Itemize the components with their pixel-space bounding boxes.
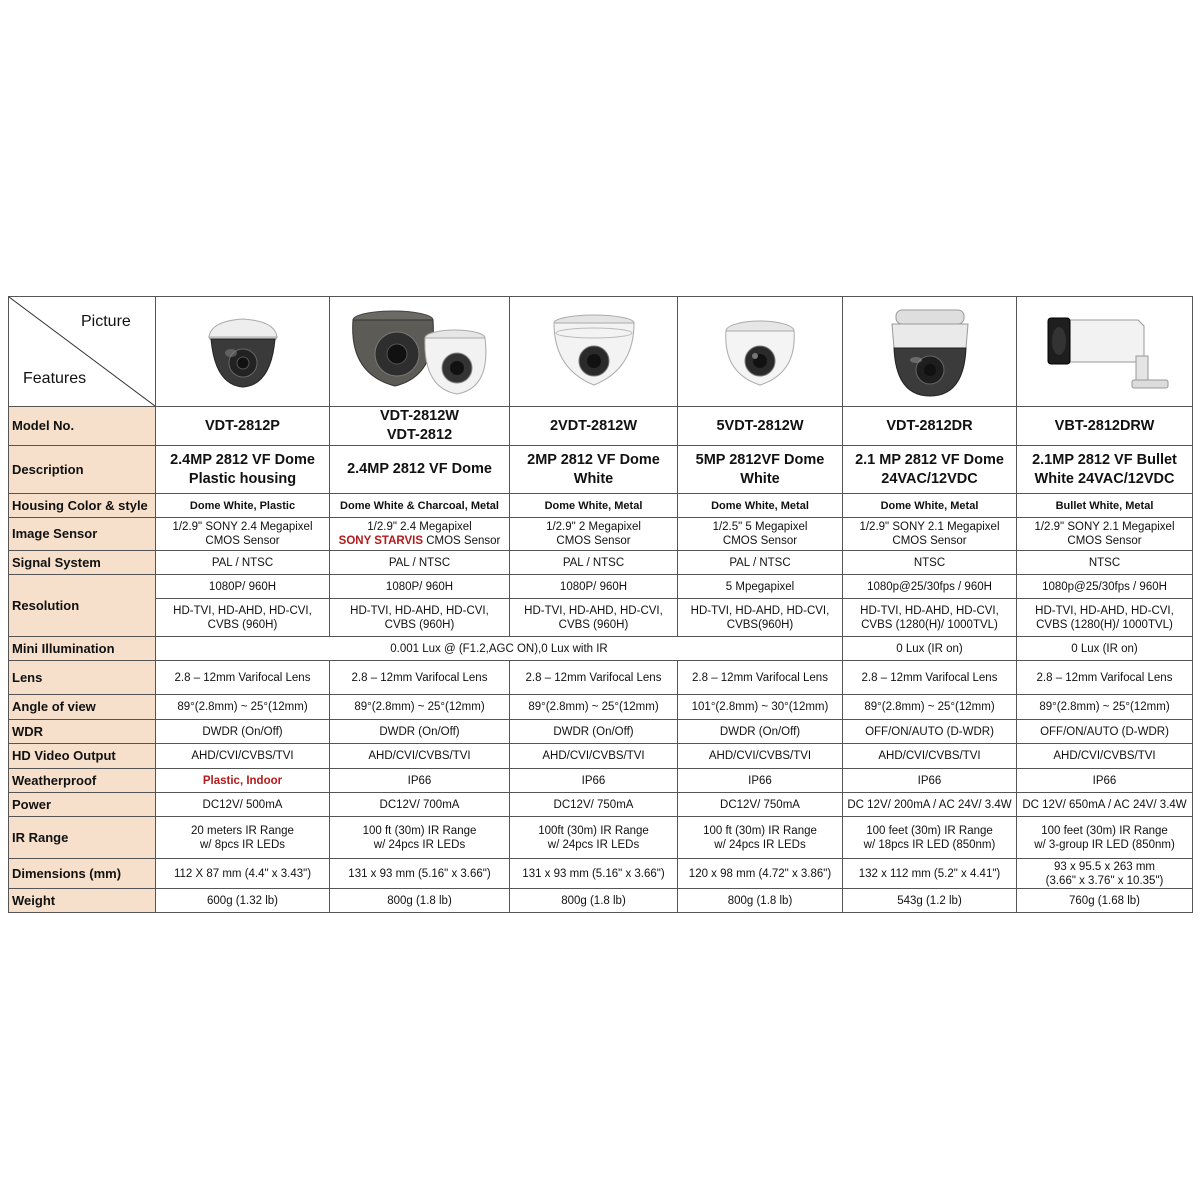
housing-cell: Dome White, Plastic <box>156 494 330 518</box>
illumination-cell: 0 Lux (IR on) <box>843 637 1017 661</box>
housing-cell: Dome White & Charcoal, Metal <box>330 494 510 518</box>
model-row <box>9 407 1193 446</box>
sensor-line: 1/2.9" 2.4 Megapixel <box>367 521 472 533</box>
row-label: IR Range <box>9 817 156 859</box>
sensor-line: CMOS Sensor <box>205 535 280 547</box>
row-label: Housing Color & style <box>9 494 156 518</box>
housing-cell: Bullet White, Metal <box>1017 494 1193 518</box>
model-name: VDT-2812W <box>380 408 459 424</box>
weatherproof-row <box>9 769 1193 793</box>
description-cell <box>330 446 510 494</box>
sensor-line: CMOS Sensor <box>722 535 798 547</box>
dimensions-row <box>9 859 1193 889</box>
output-line: HD-TVI, HD-AHD, HD-CVI, <box>173 604 312 617</box>
ir-range-cell <box>1017 817 1193 859</box>
ir-range-row <box>9 817 1193 859</box>
camera-image-cell <box>843 297 1017 407</box>
description-cell <box>843 446 1017 494</box>
row-label: Angle of view <box>9 695 156 720</box>
camera-image-cell <box>330 297 510 407</box>
vandal-dome-camera-icon <box>880 304 980 400</box>
row-label: Model No. <box>9 407 156 446</box>
housing-cell: Dome White, Metal <box>678 494 843 518</box>
resolution-output-cell <box>1017 599 1193 637</box>
dimension-line: 131 x 93 mm (5.16" x 3.66") <box>348 867 491 880</box>
signal-row <box>9 551 1193 575</box>
hd-output-cell: AHD/CVI/CVBS/TVI <box>330 744 510 769</box>
output-line: HD-TVI, HD-AHD, HD-CVI, <box>690 604 830 617</box>
wdr-cell: OFF/ON/AUTO (D-WDR) <box>843 720 1017 744</box>
sensor-line: 1/2.9" SONY 2.1 Megapixel <box>859 521 1000 533</box>
output-line: HD-TVI, HD-AHD, HD-CVI, <box>524 604 663 617</box>
hd-output-cell: AHD/CVI/CVBS/TVI <box>678 744 843 769</box>
ir-range-cell <box>843 817 1017 859</box>
resolution-cell: 1080p@25/30fps / 960H <box>843 575 1017 599</box>
ir-line: w/ 24pcs IR LEDs <box>547 838 640 851</box>
resolution-cell: 1080P/ 960H <box>330 575 510 599</box>
hd-output-cell: AHD/CVI/CVBS/TVI <box>156 744 330 769</box>
power-cell: DC 12V/ 650mA / AC 24V/ 3.4W <box>1017 793 1193 817</box>
resolution-cell: 1080P/ 960H <box>156 575 330 599</box>
weatherproof-cell-indoor: Plastic, Indoor <box>156 769 330 793</box>
angle-cell: 101°(2.8mm) ~ 30°(12mm) <box>678 695 843 720</box>
description-line: 24VAC/12VDC <box>881 470 978 487</box>
output-line: CVBS (1280(H)/ 1000TVL) <box>861 618 998 631</box>
angle-cell: 89°(2.8mm) ~ 25°(12mm) <box>843 695 1017 720</box>
row-label: Image Sensor <box>9 518 156 551</box>
dimension-line: 112 X 87 mm (4.4" x 3.43") <box>173 867 312 880</box>
weight-cell: 600g (1.32 lb) <box>156 889 330 913</box>
housing-cell: Dome White, Metal <box>510 494 678 518</box>
row-label: Weatherproof <box>9 769 156 793</box>
wdr-cell: OFF/ON/AUTO (D-WDR) <box>1017 720 1193 744</box>
lens-cell: 2.8 – 12mm Varifocal Lens <box>156 661 330 695</box>
illumination-row <box>9 637 1193 661</box>
weatherproof-cell: IP66 <box>678 769 843 793</box>
wdr-cell: DWDR (On/Off) <box>330 720 510 744</box>
dimension-line: 93 x 95.5 x 263 mm <box>1054 860 1155 873</box>
row-label: WDR <box>9 720 156 744</box>
camera-image-cell <box>510 297 678 407</box>
description-line: 2.4MP 2812 VF Dome <box>170 451 315 468</box>
weatherproof-cell: IP66 <box>843 769 1017 793</box>
weight-cell: 543g (1.2 lb) <box>843 889 1017 913</box>
description-line: 2.4MP 2812 VF Dome <box>347 461 492 477</box>
description-line: 5MP 2812VF Dome <box>695 451 825 468</box>
ir-range-cell <box>330 817 510 859</box>
wdr-cell: DWDR (On/Off) <box>156 720 330 744</box>
sensor-line: 1/2.9" SONY 2.1 Megapixel <box>1034 521 1175 533</box>
starvis-suffix: CMOS Sensor <box>423 535 501 547</box>
lens-cell: 2.8 – 12mm Varifocal Lens <box>510 661 678 695</box>
image-sensor-cell <box>843 518 1017 551</box>
ir-line: w/ 8pcs IR LEDs <box>200 838 285 851</box>
wdr-cell: DWDR (On/Off) <box>678 720 843 744</box>
white-metal-dome-camera-icon <box>715 309 805 395</box>
resolution-output-cell <box>510 599 678 637</box>
resolution-cell: 1080P/ 960H <box>510 575 678 599</box>
weatherproof-cell: IP66 <box>1017 769 1193 793</box>
ir-line: 20 meters IR Range <box>191 824 294 837</box>
features-header-label: Features <box>23 370 87 387</box>
bullet-camera-icon <box>1040 306 1170 398</box>
output-line: CVBS (960H) <box>558 618 629 631</box>
model-cell: VDT-2812DR <box>843 407 1017 446</box>
weatherproof-cell: IP66 <box>330 769 510 793</box>
signal-cell: PAL / NTSC <box>156 551 330 575</box>
hd-output-cell: AHD/CVI/CVBS/TVI <box>1017 744 1193 769</box>
dimensions-cell <box>510 859 678 889</box>
sensor-line: CMOS Sensor <box>892 535 967 547</box>
dimensions-cell <box>678 859 843 889</box>
row-label: Resolution <box>9 575 156 637</box>
lens-cell: 2.8 – 12mm Varifocal Lens <box>843 661 1017 695</box>
dimension-line: 131 x 93 mm (5.16" x 3.66") <box>522 867 665 880</box>
angle-cell: 89°(2.8mm) ~ 25°(12mm) <box>156 695 330 720</box>
model-name-alt: VDT-2812 <box>386 427 453 443</box>
image-sensor-cell <box>156 518 330 551</box>
model-cell: VBT-2812DRW <box>1017 407 1193 446</box>
description-line: White 24VAC/12VDC <box>1034 470 1175 487</box>
signal-cell: NTSC <box>1017 551 1193 575</box>
hd-output-row <box>9 744 1193 769</box>
angle-cell: 89°(2.8mm) ~ 25°(12mm) <box>1017 695 1193 720</box>
white-plastic-dome-camera-icon <box>193 307 293 397</box>
resolution-cell: 5 Mpegapixel <box>678 575 843 599</box>
illumination-cell: 0 Lux (IR on) <box>1017 637 1193 661</box>
hd-output-cell: AHD/CVI/CVBS/TVI <box>843 744 1017 769</box>
hd-output-cell: AHD/CVI/CVBS/TVI <box>510 744 678 769</box>
camera-image-cell <box>678 297 843 407</box>
output-line: CVBS (1280(H)/ 1000TVL) <box>1036 618 1173 631</box>
row-label: HD Video Output <box>9 744 156 769</box>
ir-line: w/ 3-group IR LED (850nm) <box>1034 838 1175 851</box>
dimensions-cell <box>156 859 330 889</box>
sensor-line: 1/2.9" 2 Megapixel <box>546 521 641 533</box>
row-label: Power <box>9 793 156 817</box>
image-sensor-cell <box>510 518 678 551</box>
ir-range-cell <box>156 817 330 859</box>
row-label: Signal System <box>9 551 156 575</box>
resolution-output-row <box>9 599 1193 637</box>
dimensions-cell <box>843 859 1017 889</box>
sensor-line: CMOS Sensor <box>1067 535 1142 547</box>
dimension-line: 120 x 98 mm (4.72" x 3.86") <box>688 867 832 880</box>
description-cell <box>510 446 678 494</box>
angle-row <box>9 695 1193 720</box>
dimensions-cell <box>1017 859 1193 889</box>
ir-line: 100 feet (30m) IR Range <box>1041 824 1168 837</box>
sensor-line: 1/2.9" SONY 2.4 Megapixel <box>172 521 313 533</box>
charcoal-and-white-dome-camera-icon <box>335 304 505 400</box>
signal-cell: PAL / NTSC <box>678 551 843 575</box>
description-row <box>9 446 1193 494</box>
ir-line: w/ 24pcs IR LEDs <box>714 838 806 851</box>
description-cell <box>1017 446 1193 494</box>
weight-cell: 760g (1.68 lb) <box>1017 889 1193 913</box>
model-cell: 2VDT-2812W <box>510 407 678 446</box>
dimensions-cell <box>330 859 510 889</box>
angle-cell: 89°(2.8mm) ~ 25°(12mm) <box>330 695 510 720</box>
model-cell: 5VDT-2812W <box>678 407 843 446</box>
output-line: CVBS (960H) <box>384 618 455 631</box>
row-label: Dimensions (mm) <box>9 859 156 889</box>
picture-row <box>9 297 1193 407</box>
output-line: HD-TVI, HD-AHD, HD-CVI, <box>350 604 489 617</box>
row-label: Weight <box>9 889 156 913</box>
model-cell: VDT-2812P <box>156 407 330 446</box>
starvis-highlight: SONY STARVIS <box>338 535 424 547</box>
lens-cell: 2.8 – 12mm Varifocal Lens <box>678 661 843 695</box>
power-cell: DC 12V/ 200mA / AC 24V/ 3.4W <box>843 793 1017 817</box>
resolution-cell: 1080p@25/30fps / 960H <box>1017 575 1193 599</box>
weight-cell: 800g (1.8 lb) <box>330 889 510 913</box>
row-label: Lens <box>9 661 156 695</box>
ir-line: w/ 18pcs IR LED (850nm) <box>863 838 996 851</box>
lens-cell: 2.8 – 12mm Varifocal Lens <box>330 661 510 695</box>
camera-image-cell <box>1017 297 1193 407</box>
image-sensor-cell <box>330 518 510 551</box>
resolution-output-cell <box>156 599 330 637</box>
description-line: White <box>573 470 614 487</box>
output-line: CVBS(960H) <box>726 618 794 631</box>
resolution-output-cell <box>843 599 1017 637</box>
description-line: 2.1 MP 2812 VF Dome <box>855 451 1004 468</box>
description-line: White <box>740 470 780 487</box>
output-line: CVBS (960H) <box>207 618 278 631</box>
description-line: 2.1MP 2812 VF Bullet <box>1032 451 1177 468</box>
power-cell: DC12V/ 700mA <box>330 793 510 817</box>
white-metal-dome-camera-icon <box>544 307 644 397</box>
signal-cell: NTSC <box>843 551 1017 575</box>
output-line: HD-TVI, HD-AHD, HD-CVI, <box>860 604 999 617</box>
weight-cell: 800g (1.8 lb) <box>510 889 678 913</box>
ir-line: 100 ft (30m) IR Range <box>362 824 477 837</box>
ir-line: 100ft (30m) IR Range <box>538 824 649 837</box>
power-cell: DC12V/ 750mA <box>678 793 843 817</box>
camera-spec-table <box>8 296 1193 913</box>
weatherproof-cell: IP66 <box>510 769 678 793</box>
ir-range-cell <box>678 817 843 859</box>
image-sensor-cell <box>678 518 843 551</box>
sensor-line: CMOS Sensor <box>556 535 631 547</box>
housing-row <box>9 494 1193 518</box>
image-sensor-cell <box>1017 518 1193 551</box>
housing-cell: Dome White, Metal <box>843 494 1017 518</box>
weight-cell: 800g (1.8 lb) <box>678 889 843 913</box>
resolution-output-cell <box>678 599 843 637</box>
sensor-line-starvis <box>332 534 507 548</box>
angle-cell: 89°(2.8mm) ~ 25°(12mm) <box>510 695 678 720</box>
output-line: HD-TVI, HD-AHD, HD-CVI, <box>1035 604 1174 617</box>
power-row <box>9 793 1193 817</box>
camera-image-cell <box>156 297 330 407</box>
ir-line: 100 feet (30m) IR Range <box>866 824 993 837</box>
image-sensor-row <box>9 518 1193 551</box>
description-cell <box>678 446 843 494</box>
resolution-output-cell <box>330 599 510 637</box>
row-label: Description <box>9 446 156 494</box>
illumination-merged-cell: 0.001 Lux @ (F1.2,AGC ON),0 Lux with IR <box>156 637 843 661</box>
wdr-row <box>9 720 1193 744</box>
weight-row <box>9 889 1193 913</box>
power-cell: DC12V/ 500mA <box>156 793 330 817</box>
sensor-line: 1/2.5" 5 Megapixel <box>712 521 808 533</box>
signal-cell: PAL / NTSC <box>510 551 678 575</box>
resolution-row <box>9 575 1193 599</box>
ir-line: w/ 24pcs IR LEDs <box>373 838 466 851</box>
ir-range-cell <box>510 817 678 859</box>
lens-cell: 2.8 – 12mm Varifocal Lens <box>1017 661 1193 695</box>
wdr-cell: DWDR (On/Off) <box>510 720 678 744</box>
dimension-line: 132 x 112 mm (5.2" x 4.41") <box>858 867 1001 880</box>
header-corner-cell <box>9 297 156 407</box>
signal-cell: PAL / NTSC <box>330 551 510 575</box>
dimension-line: (3.66" x 3.76" x 10.35") <box>1045 874 1164 887</box>
description-line: 2MP 2812 VF Dome <box>527 451 660 468</box>
picture-header-label: Picture <box>81 313 131 330</box>
power-cell: DC12V/ 750mA <box>510 793 678 817</box>
lens-row <box>9 661 1193 695</box>
description-line: Plastic housing <box>188 470 297 487</box>
row-label: Mini Illumination <box>9 637 156 661</box>
description-cell <box>156 446 330 494</box>
model-cell <box>330 407 510 446</box>
ir-line: 100 ft (30m) IR Range <box>703 824 817 837</box>
